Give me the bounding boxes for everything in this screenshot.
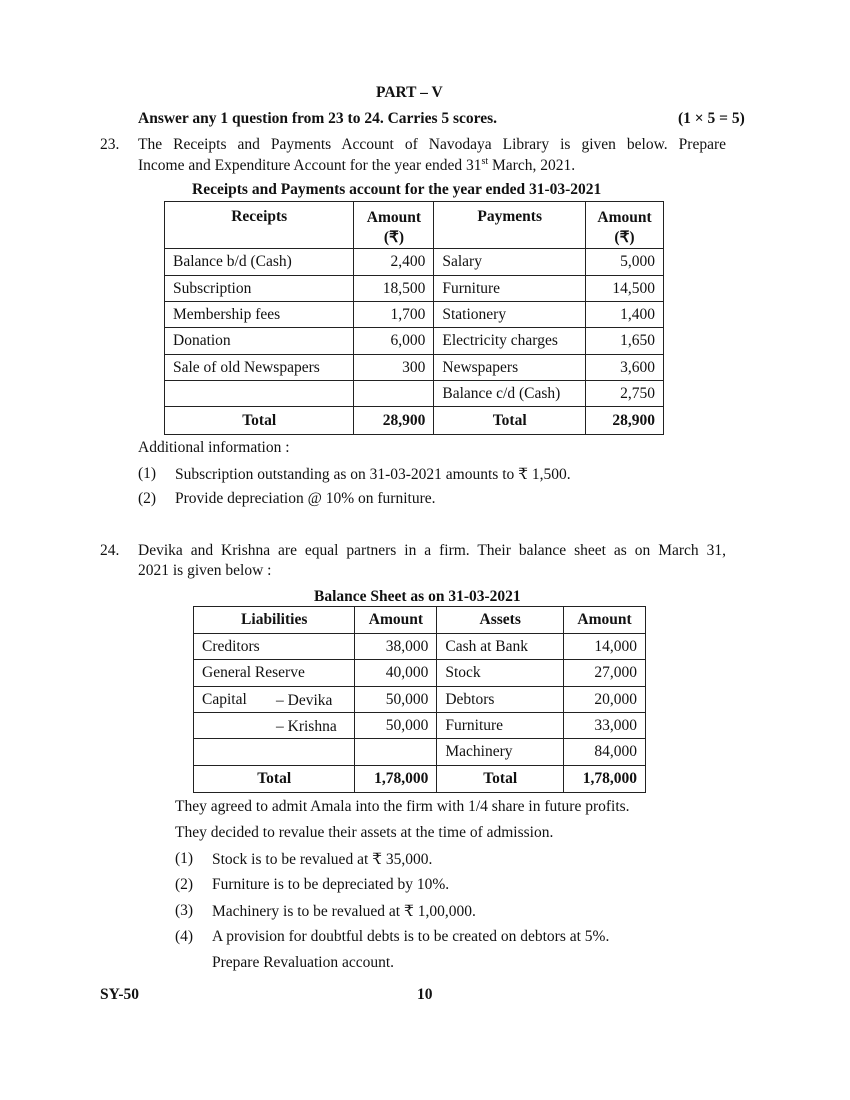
- receipt-amount: 300: [354, 355, 434, 381]
- info-number: (3): [175, 902, 194, 919]
- col-header-amount: Amount (₹): [354, 202, 434, 249]
- additional-info-label: Additional information :: [138, 439, 290, 456]
- info-number: (1): [175, 850, 194, 867]
- asset-amount: 84,000: [564, 739, 646, 766]
- liability-amount: [355, 739, 437, 766]
- info-text: Provide depreciation @ 10% on furniture.: [175, 490, 436, 507]
- table-row: [165, 249, 664, 276]
- table-header-row: [165, 202, 664, 249]
- total-row: [194, 766, 646, 793]
- payment-amount: 2,750: [586, 381, 664, 407]
- payment-item: Stationery: [434, 302, 586, 328]
- col-header-assets: Assets: [437, 607, 564, 634]
- table-header-row: [194, 607, 646, 634]
- total-label: Total: [434, 407, 586, 435]
- q24-final-line: Prepare Revaluation account.: [212, 954, 395, 971]
- liability-amount: 40,000: [355, 660, 437, 687]
- asset-amount: 27,000: [564, 660, 646, 687]
- receipt-amount: 18,500: [354, 276, 434, 302]
- col-header-liabilities: Liabilities: [194, 607, 355, 634]
- balance-sheet-table: [193, 606, 646, 793]
- info-text: Furniture is to be depreciated by 10%.: [212, 876, 450, 893]
- liability-amount: 50,000: [355, 687, 437, 713]
- receipt-item: Donation: [165, 328, 354, 355]
- q23-line1: The Receipts and Payments Account of Navodaya Library is given below. Prepare: [138, 136, 726, 153]
- payment-amount: 1,400: [586, 302, 664, 328]
- q23-table-title: Receipts and Payments account for the year ended 31-03-2021: [192, 181, 602, 198]
- receipt-amount: 1,700: [354, 302, 434, 328]
- info-number: (2): [138, 490, 157, 507]
- total-amount: 1,78,000: [564, 766, 646, 793]
- liability-item: Capital – Devika: [194, 687, 355, 713]
- info-number: (1): [138, 465, 157, 482]
- asset-item: Machinery: [437, 739, 564, 766]
- asset-amount: 33,000: [564, 713, 646, 739]
- liability-item: [194, 739, 355, 766]
- col-header-receipts: Receipts: [165, 202, 354, 249]
- info-text: Machinery is to be revalued at ₹ 1,00,000.: [212, 903, 476, 920]
- receipt-amount: 2,400: [354, 249, 434, 276]
- payment-item: Balance c/d (Cash): [434, 381, 586, 407]
- q24-number: 24.: [100, 542, 120, 559]
- receipts-payments-table: [164, 201, 664, 435]
- q24-line1: Devika and Krishna are equal partners in a firm. Their balance sheet as on March 31,: [138, 542, 726, 559]
- col-header-amount: Amount: [564, 607, 646, 634]
- asset-item: Furniture: [437, 713, 564, 739]
- table-row: [194, 660, 646, 687]
- total-label: Total: [165, 407, 354, 435]
- liability-item: General Reserve: [194, 660, 355, 687]
- table-row: [165, 355, 664, 381]
- instruction-marks: (1 × 5 = 5): [678, 110, 745, 127]
- q24-para2: They decided to revalue their assets at the time of admission.: [175, 824, 554, 841]
- asset-amount: 20,000: [564, 687, 646, 713]
- receipt-item: [165, 381, 354, 407]
- table-row: [165, 328, 664, 355]
- info-text: Subscription outstanding as on 31-03-2021 amounts to ₹ 1,500.: [175, 466, 571, 483]
- payment-amount: 1,650: [586, 328, 664, 355]
- part-title: PART – V: [376, 84, 443, 101]
- total-amount: 28,900: [354, 407, 434, 435]
- info-number: (4): [175, 928, 194, 945]
- total-label: Total: [194, 766, 355, 793]
- table-row: [165, 276, 664, 302]
- payment-amount: 14,500: [586, 276, 664, 302]
- total-row: [165, 407, 664, 435]
- q24-table-title: Balance Sheet as on 31-03-2021: [314, 588, 521, 605]
- receipt-amount: 6,000: [354, 328, 434, 355]
- table-row: [194, 713, 646, 739]
- payment-item: Furniture: [434, 276, 586, 302]
- total-amount: 1,78,000: [355, 766, 437, 793]
- asset-item: Cash at Bank: [437, 634, 564, 660]
- asset-item: Stock: [437, 660, 564, 687]
- col-header-amount: Amount: [355, 607, 437, 634]
- payment-amount: 3,600: [586, 355, 664, 381]
- liability-amount: 50,000: [355, 713, 437, 739]
- asset-amount: 14,000: [564, 634, 646, 660]
- payment-item: Salary: [434, 249, 586, 276]
- liability-item: – Krishna: [194, 713, 355, 739]
- total-amount: 28,900: [586, 407, 664, 435]
- receipt-amount: [354, 381, 434, 407]
- receipt-item: Subscription: [165, 276, 354, 302]
- receipt-item: Balance b/d (Cash): [165, 249, 354, 276]
- table-row: [165, 302, 664, 328]
- paper-code: SY-50: [100, 986, 140, 1003]
- col-header-payments: Payments: [434, 202, 586, 249]
- liability-amount: 38,000: [355, 634, 437, 660]
- info-text: Stock is to be revalued at ₹ 35,000.: [212, 851, 433, 868]
- table-row: [165, 381, 664, 407]
- q23-line2: Income and Expenditure Account for the year ended 31st March, 2021.: [138, 156, 576, 175]
- payment-item: Electricity charges: [434, 328, 586, 355]
- col-header-amount: Amount (₹): [586, 202, 664, 249]
- receipt-item: Sale of old Newspapers: [165, 355, 354, 381]
- table-row: [194, 634, 646, 660]
- q24-line2: 2021 is given below :: [138, 562, 272, 579]
- page-number: 10: [417, 986, 433, 1003]
- liability-item: Creditors: [194, 634, 355, 660]
- q23-number: 23.: [100, 136, 120, 153]
- instruction: Answer any 1 question from 23 to 24. Carries 5 scores.: [138, 110, 498, 127]
- q24-para1: They agreed to admit Amala into the firm with 1/4 share in future profits.: [175, 798, 630, 815]
- receipt-item: Membership fees: [165, 302, 354, 328]
- info-number: (2): [175, 876, 194, 893]
- payment-amount: 5,000: [586, 249, 664, 276]
- asset-item: Debtors: [437, 687, 564, 713]
- total-label: Total: [437, 766, 564, 793]
- table-row: [194, 739, 646, 766]
- payment-item: Newspapers: [434, 355, 586, 381]
- table-row: [194, 687, 646, 713]
- info-text: A provision for doubtful debts is to be created on debtors at 5%.: [212, 928, 610, 945]
